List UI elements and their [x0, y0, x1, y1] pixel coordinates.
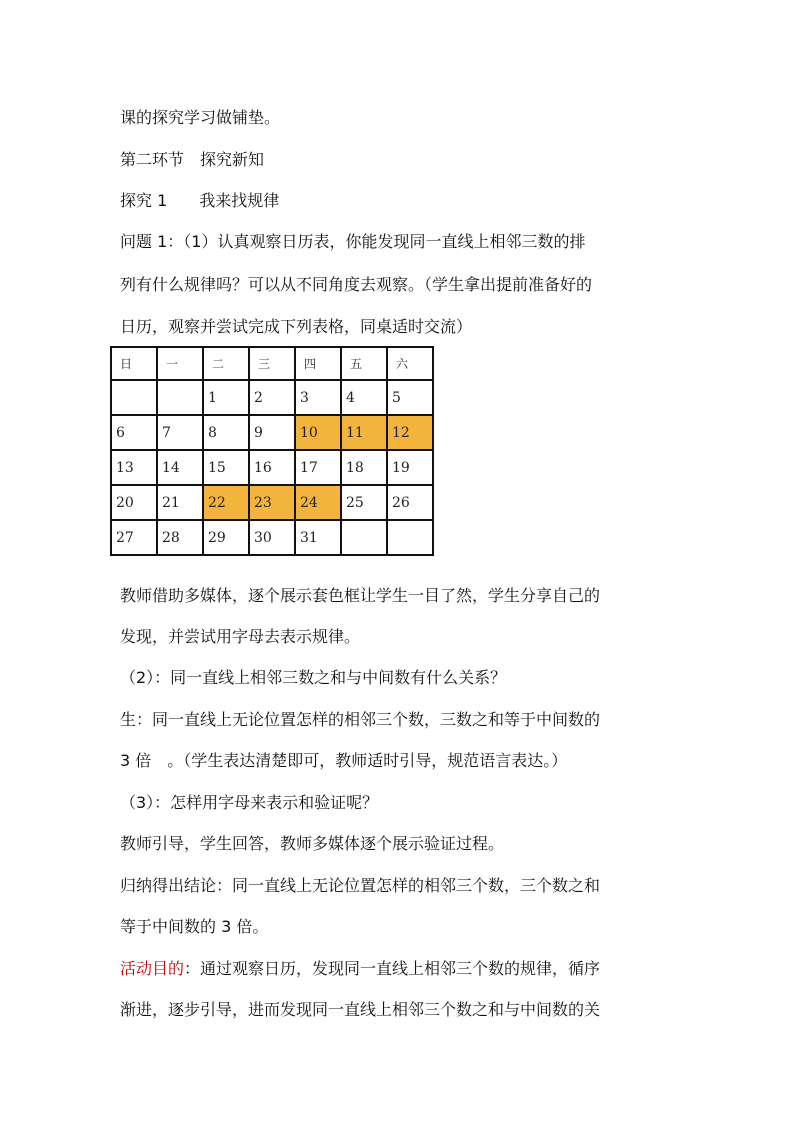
calendar-cell: 7: [157, 415, 203, 450]
text-line-10: 生：同一直线上无论位置怎样的相邻三个数，三数之和等于中间数的: [120, 710, 601, 729]
calendar-cell: 18: [341, 450, 387, 485]
calendar-cell: [157, 380, 203, 415]
text-line-13: 教师引导，学生回答，教师多媒体逐个展示验证过程。: [120, 834, 505, 853]
calendar-cell: 27: [111, 520, 157, 555]
calendar-header-cell: 五: [341, 347, 387, 380]
calendar-cell: 13: [111, 450, 157, 485]
calendar-cell: 9: [249, 415, 295, 450]
calendar-cell: 26: [387, 485, 433, 520]
text-line-17: 渐进，逐步引导，进而发现同一直线上相邻三个数之和与中间数的关: [120, 1000, 601, 1019]
text-line-16: [120, 959, 600, 979]
calendar-cell: 17: [295, 450, 341, 485]
calendar-cell: 16: [249, 450, 295, 485]
calendar-cell: 2: [249, 380, 295, 415]
text-line-14: 归纳得出结论：同一直线上无论位置怎样的相邻三个数，三个数之和: [120, 876, 601, 895]
text-line-12: （3）：怎样用字母来表示和验证呢？: [120, 793, 379, 812]
calendar-cell: 31: [295, 520, 341, 555]
calendar-header-cell: 四: [295, 347, 341, 380]
calendar-row: [111, 415, 433, 450]
calendar-cell-highlighted: 24: [295, 485, 341, 520]
activity-purpose-label: 活动目的: [120, 959, 185, 978]
calendar-cell-highlighted: 22: [203, 485, 249, 520]
calendar-cell: 14: [157, 450, 203, 485]
calendar-cell: 3: [295, 380, 341, 415]
calendar-table: [110, 346, 434, 556]
calendar-cell-highlighted: 23: [249, 485, 295, 520]
calendar-cell: 30: [249, 520, 295, 555]
calendar-cell: 19: [387, 450, 433, 485]
calendar-cell: 21: [157, 485, 203, 520]
text-line-4: 问题 1：（1）认真观察日历表，你能发现同一直线上相邻三数的排: [120, 232, 586, 251]
calendar-cell: [387, 520, 433, 555]
calendar-row: [111, 520, 433, 555]
calendar-cell-highlighted: 11: [341, 415, 387, 450]
calendar-header-cell: 三: [249, 347, 295, 380]
calendar-header-cell: 一: [157, 347, 203, 380]
calendar-header-cell: 日: [111, 347, 157, 380]
calendar-cell: 20: [111, 485, 157, 520]
calendar-cell: 6: [111, 415, 157, 450]
calendar-cell: 28: [157, 520, 203, 555]
text-line-6: 日历，观察并尝试完成下列表格，同桌适时交流）: [120, 317, 473, 336]
calendar-cell: 5: [387, 380, 433, 415]
calendar-cell-highlighted: 10: [295, 415, 341, 450]
calendar-cell: [111, 380, 157, 415]
calendar-row: [111, 380, 433, 415]
calendar-cell: [341, 520, 387, 555]
calendar-cell: 1: [203, 380, 249, 415]
calendar-header-row: [111, 347, 433, 380]
section-heading: 第二环节 探究新知: [120, 150, 265, 169]
calendar-cell: 25: [341, 485, 387, 520]
calendar-cell: 4: [341, 380, 387, 415]
calendar-header-cell: 六: [387, 347, 433, 380]
calendar-cell: 8: [203, 415, 249, 450]
text-line-5: 列有什么规律吗？可以从不同角度去观察。（学生拿出提前准备好的: [120, 275, 593, 294]
subsection-heading: 探究 1 我来找规律: [120, 191, 280, 210]
text-line-7: 教师借助多媒体，逐个展示套色框让学生一目了然，学生分享自己的: [120, 586, 601, 605]
calendar-header-cell: 二: [203, 347, 249, 380]
text-line-15: 等于中间数的 3 倍。: [120, 917, 269, 936]
calendar-row: [111, 485, 433, 520]
text-line-9: （2）：同一直线上相邻三数之和与中间数有什么关系？: [120, 668, 507, 687]
calendar-cell-highlighted: 12: [387, 415, 433, 450]
text-line-11: 3 倍 。（学生表达清楚即可，教师适时引导，规范语言表达。）: [120, 751, 568, 770]
calendar-row: [111, 450, 433, 485]
calendar-cell: 15: [203, 450, 249, 485]
calendar-cell: 29: [203, 520, 249, 555]
text-line-1: 课的探究学习做铺垫。: [120, 108, 281, 127]
text-line-8: 发现，并尝试用字母去表示规律。: [120, 627, 361, 646]
activity-purpose-text: ：通过观察日历，发现同一直线上相邻三个数的规律，循序: [184, 959, 601, 978]
